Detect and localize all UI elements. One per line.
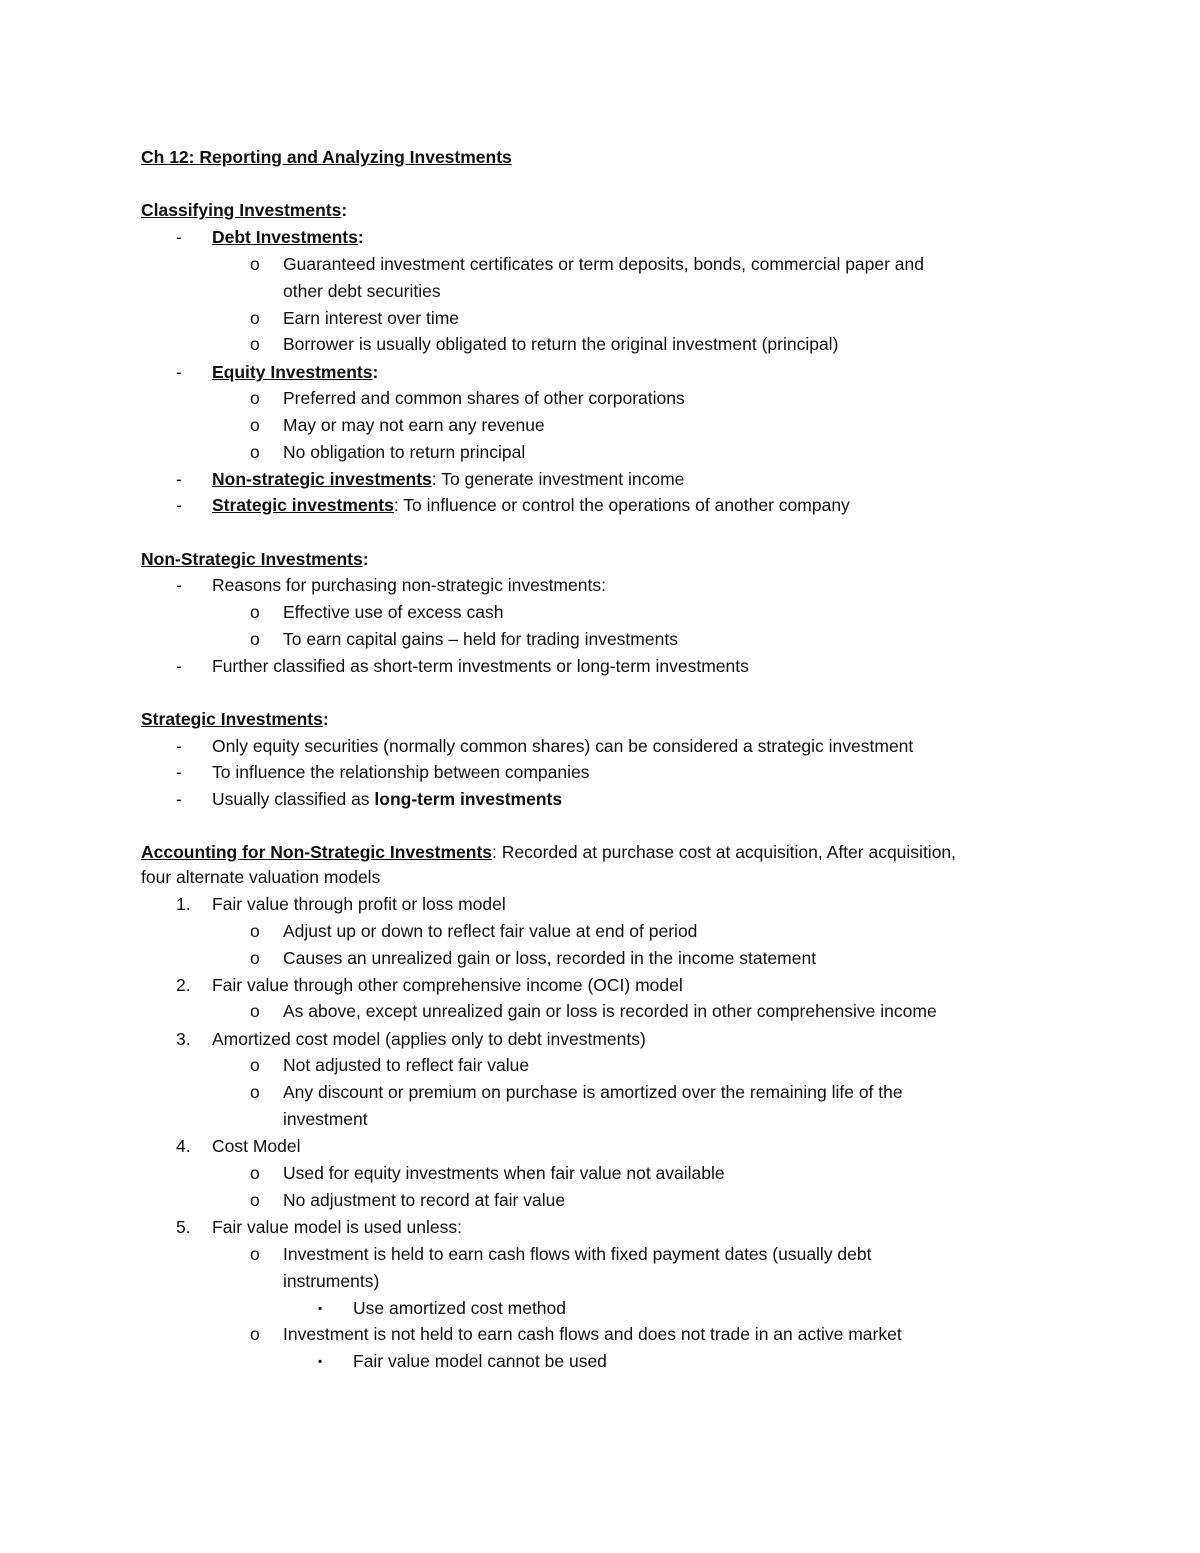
non-strategic-text: : To generate investment income bbox=[431, 469, 685, 489]
circle-bullet: o bbox=[250, 415, 260, 435]
list-item: To influence the relationship between companies bbox=[212, 762, 590, 782]
circle-bullet: o bbox=[250, 1163, 260, 1183]
item-text: Usually classified as bbox=[212, 789, 375, 809]
heading-colon: : bbox=[322, 709, 329, 729]
square-bullet: ▪ bbox=[318, 1301, 323, 1315]
list-item: Only equity securities (normally common shares) can be considered a strategic investment bbox=[212, 736, 914, 756]
list-item: Fair value through profit or loss model bbox=[212, 894, 506, 914]
list-item: No adjustment to record at fair value bbox=[283, 1190, 566, 1210]
debt-colon: : bbox=[357, 227, 364, 247]
heading-colon: : bbox=[362, 549, 369, 569]
heading-colon: : bbox=[341, 200, 348, 220]
intro-text: : Recorded at purchase cost at acquisition, After acquisition, bbox=[492, 842, 957, 862]
page-title: Ch 12: Reporting and Analyzing Investments bbox=[141, 147, 512, 167]
list-item-continued: instruments) bbox=[283, 1271, 380, 1291]
heading-text: Strategic Investments bbox=[141, 709, 323, 729]
list-item: Guaranteed investment certificates or term deposits, bonds, commercial paper and bbox=[283, 254, 925, 274]
circle-bullet: o bbox=[250, 948, 260, 968]
list-item-continued: investment bbox=[283, 1109, 368, 1129]
list-item: Fair value model is used unless: bbox=[212, 1217, 462, 1237]
debt-label: Debt Investments bbox=[212, 227, 358, 247]
heading-text: Classifying Investments bbox=[141, 200, 342, 220]
list-item: Borrower is usually obligated to return the original investment (principal) bbox=[283, 334, 839, 354]
list-number: 2. bbox=[176, 975, 191, 995]
circle-bullet: o bbox=[250, 388, 260, 408]
list-item: Investment is held to earn cash flows with fixed payment dates (usually debt bbox=[283, 1244, 872, 1264]
dash-bullet: - bbox=[176, 762, 182, 782]
heading-text: Non-Strategic Investments bbox=[141, 549, 363, 569]
circle-bullet: o bbox=[250, 1055, 260, 1075]
circle-bullet: o bbox=[250, 442, 260, 462]
list-item: Effective use of excess cash bbox=[283, 602, 504, 622]
strategic-text: : To influence or control the operations of another company bbox=[393, 495, 850, 515]
list-item: No obligation to return principal bbox=[283, 442, 526, 462]
list-item: Causes an unrealized gain or loss, recorded in the income statement bbox=[283, 948, 817, 968]
list-item: Any discount or premium on purchase is amortized over the remaining life of the bbox=[283, 1082, 903, 1102]
list-item: Reasons for purchasing non-strategic investments: bbox=[212, 575, 606, 595]
circle-bullet: o bbox=[250, 308, 260, 328]
list-number: 3. bbox=[176, 1029, 191, 1049]
list-number: 5. bbox=[176, 1217, 191, 1237]
circle-bullet: o bbox=[250, 1190, 260, 1210]
dash-bullet: - bbox=[176, 656, 182, 676]
equity-colon: : bbox=[372, 362, 379, 382]
list-item-continued: other debt securities bbox=[283, 281, 441, 301]
dash-bullet: - bbox=[176, 227, 182, 247]
intro-text-continued: four alternate valuation models bbox=[141, 867, 381, 887]
section-heading-non-strategic bbox=[141, 548, 369, 570]
list-item: Cost Model bbox=[212, 1136, 301, 1156]
list-item: Fair value model cannot be used bbox=[353, 1351, 607, 1371]
circle-bullet: o bbox=[250, 602, 260, 622]
list-item: Fair value through other comprehensive income (OCI) model bbox=[212, 975, 683, 995]
equity-investments-item bbox=[212, 361, 378, 383]
list-item bbox=[212, 788, 562, 810]
strategic-item bbox=[212, 494, 850, 516]
circle-bullet: o bbox=[250, 1324, 260, 1344]
circle-bullet: o bbox=[250, 921, 260, 941]
circle-bullet: o bbox=[250, 1082, 260, 1102]
list-item: Amortized cost model (applies only to debt investments) bbox=[212, 1029, 646, 1049]
dash-bullet: - bbox=[176, 575, 182, 595]
circle-bullet: o bbox=[250, 629, 260, 649]
dash-bullet: - bbox=[176, 495, 182, 515]
item-bold-text: long-term investments bbox=[374, 789, 563, 809]
list-number: 1. bbox=[176, 894, 191, 914]
section-heading-accounting bbox=[141, 841, 956, 863]
non-strategic-item bbox=[212, 468, 684, 490]
section-heading-classifying bbox=[141, 199, 347, 221]
equity-label: Equity Investments bbox=[212, 362, 373, 382]
debt-investments-item bbox=[212, 226, 364, 248]
circle-bullet: o bbox=[250, 1001, 260, 1021]
list-number: 4. bbox=[176, 1136, 191, 1156]
dash-bullet: - bbox=[176, 469, 182, 489]
list-item: Adjust up or down to reflect fair value at end of period bbox=[283, 921, 698, 941]
list-item: Not adjusted to reflect fair value bbox=[283, 1055, 530, 1075]
circle-bullet: o bbox=[250, 334, 260, 354]
heading-text: Accounting for Non-Strategic Investments bbox=[141, 842, 493, 862]
list-item: May or may not earn any revenue bbox=[283, 415, 545, 435]
circle-bullet: o bbox=[250, 254, 260, 274]
dash-bullet: - bbox=[176, 789, 182, 809]
circle-bullet: o bbox=[250, 1244, 260, 1264]
list-item: Used for equity investments when fair value not available bbox=[283, 1163, 725, 1183]
strategic-label: Strategic investments bbox=[212, 495, 394, 515]
square-bullet: ▪ bbox=[318, 1354, 323, 1368]
list-item: Investment is not held to earn cash flows and does not trade in an active market bbox=[283, 1324, 902, 1344]
list-item: As above, except unrealized gain or loss is recorded in other comprehensive income bbox=[283, 1001, 937, 1021]
list-item: Preferred and common shares of other corporations bbox=[283, 388, 685, 408]
non-strategic-label: Non-strategic investments bbox=[212, 469, 432, 489]
list-item: Earn interest over time bbox=[283, 308, 460, 328]
section-heading-strategic bbox=[141, 708, 329, 730]
dash-bullet: - bbox=[176, 362, 182, 382]
list-item: Use amortized cost method bbox=[353, 1298, 567, 1318]
dash-bullet: - bbox=[176, 736, 182, 756]
list-item: Further classified as short-term investments or long-term investments bbox=[212, 656, 749, 676]
list-item: To earn capital gains – held for trading investments bbox=[283, 629, 678, 649]
